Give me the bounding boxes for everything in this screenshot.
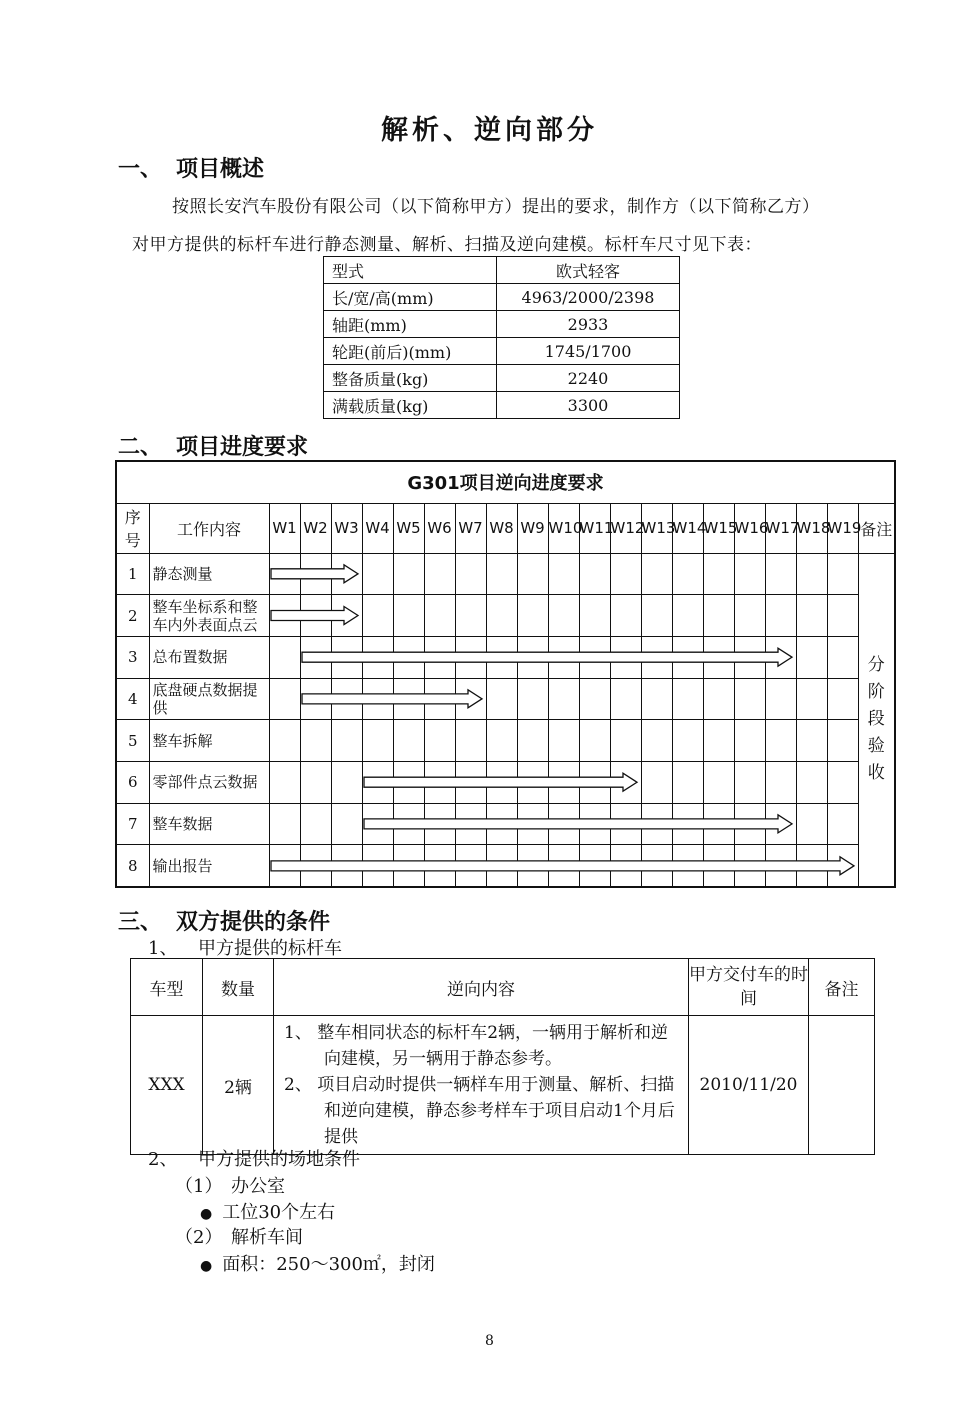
week-cell <box>331 761 362 803</box>
week-cell <box>641 595 672 637</box>
veh-header-content: 逆向内容 <box>274 959 689 1016</box>
veh-header-qty: 数量 <box>203 959 274 1016</box>
sub1-title: 甲方提供的标杆车 <box>198 938 342 959</box>
week-cell <box>269 678 300 720</box>
week-cell <box>734 803 765 845</box>
week-cell <box>393 595 424 637</box>
week-cell <box>703 553 734 595</box>
week-cell <box>362 553 393 595</box>
week-cell <box>486 595 517 637</box>
week-cell <box>424 636 455 678</box>
spec-value: 3300 <box>497 392 680 419</box>
header-week: W2 <box>300 503 331 553</box>
week-cell <box>362 595 393 637</box>
week-cell <box>331 636 362 678</box>
row-seq: 8 <box>116 845 149 887</box>
week-cell <box>796 553 827 595</box>
row-task: 零部件点云数据 <box>149 761 269 803</box>
veh-remark <box>809 1016 875 1155</box>
row-seq: 4 <box>116 678 149 720</box>
week-cell <box>610 636 641 678</box>
row-task: 底盘硬点数据提供 <box>149 678 269 720</box>
sub1-heading <box>148 934 342 960</box>
week-cell <box>765 678 796 720</box>
week-cell <box>362 678 393 720</box>
week-cell <box>672 803 703 845</box>
week-cell <box>672 595 703 637</box>
row-task: 静态测量 <box>149 553 269 595</box>
week-cell <box>300 845 331 887</box>
schedule-table <box>115 460 896 888</box>
item1-title: 办公室 <box>231 1176 285 1197</box>
header-week: W11 <box>579 503 610 553</box>
week-cell <box>393 678 424 720</box>
week-cell <box>579 636 610 678</box>
week-cell <box>455 845 486 887</box>
veh-header-delivery: 甲方交付车的时间 <box>689 959 809 1016</box>
vehicle-table <box>130 958 875 1155</box>
spec-key: 轴距(mm) <box>324 311 497 338</box>
row-seq: 5 <box>116 720 149 762</box>
week-cell <box>517 720 548 762</box>
header-week: W7 <box>455 503 486 553</box>
veh-qty: 2辆 <box>203 1016 274 1155</box>
week-cell <box>486 636 517 678</box>
veh-content <box>274 1016 689 1155</box>
header-week: W5 <box>393 503 424 553</box>
week-cell <box>703 845 734 887</box>
week-cell <box>827 845 858 887</box>
week-cell <box>703 761 734 803</box>
week-cell <box>672 720 703 762</box>
week-cell <box>300 720 331 762</box>
week-cell <box>703 803 734 845</box>
week-cell <box>765 636 796 678</box>
spec-value: 1745/1700 <box>497 338 680 365</box>
week-cell <box>579 553 610 595</box>
row-seq: 2 <box>116 595 149 637</box>
week-cell <box>641 761 672 803</box>
week-cell <box>734 845 765 887</box>
row-seq: 7 <box>116 803 149 845</box>
week-cell <box>827 553 858 595</box>
week-cell <box>269 553 300 595</box>
week-cell <box>579 845 610 887</box>
header-task: 工作内容 <box>149 503 269 553</box>
week-cell <box>672 845 703 887</box>
item2-title: 解析车间 <box>231 1227 303 1248</box>
item1-heading <box>175 1172 285 1198</box>
week-cell <box>331 845 362 887</box>
section1-heading <box>118 152 264 183</box>
week-cell <box>331 720 362 762</box>
row-seq: 3 <box>116 636 149 678</box>
week-cell <box>548 678 579 720</box>
week-cell <box>362 803 393 845</box>
section2-heading <box>118 430 308 461</box>
week-cell <box>548 720 579 762</box>
week-cell <box>827 678 858 720</box>
week-cell <box>796 761 827 803</box>
veh-header-remark: 备注 <box>809 959 875 1016</box>
header-week: W13 <box>641 503 672 553</box>
week-cell <box>827 720 858 762</box>
item1-bullet: ● 工位30个左右 <box>200 1198 335 1224</box>
section1-title: 项目概述 <box>176 156 265 182</box>
row-seq: 6 <box>116 761 149 803</box>
week-cell <box>424 678 455 720</box>
row-seq: 1 <box>116 553 149 595</box>
veh-content-item2: 2、 项目启动时提供一辆样车用于测量、解析、扫描和逆向建模，静态参考样车于项目启动1个月后提供 <box>284 1075 675 1147</box>
remark-cell <box>858 553 895 887</box>
spec-key: 长/宽/高(mm) <box>324 284 497 311</box>
week-cell <box>548 595 579 637</box>
week-cell <box>796 845 827 887</box>
schedule-wrap <box>115 460 894 888</box>
spec-key: 型式 <box>324 257 497 284</box>
row-task: 整车数据 <box>149 803 269 845</box>
header-week: W12 <box>610 503 641 553</box>
week-cell <box>579 595 610 637</box>
week-cell <box>641 720 672 762</box>
week-cell <box>362 761 393 803</box>
row-task: 整车拆解 <box>149 720 269 762</box>
week-cell <box>672 761 703 803</box>
week-cell <box>300 553 331 595</box>
page-number: 8 <box>485 1333 494 1349</box>
schedule-title: G301项目逆向进度要求 <box>116 461 895 503</box>
item2-heading <box>175 1223 303 1249</box>
header-week: W8 <box>486 503 517 553</box>
sub1-num: 1、 <box>148 938 178 959</box>
section3-heading <box>118 905 330 936</box>
header-week: W6 <box>424 503 455 553</box>
week-cell <box>331 595 362 637</box>
week-cell <box>269 761 300 803</box>
week-cell <box>517 636 548 678</box>
week-cell <box>424 595 455 637</box>
week-cell <box>300 595 331 637</box>
week-cell <box>610 720 641 762</box>
week-cell <box>610 678 641 720</box>
remark-text: 分阶段验收 <box>867 655 885 784</box>
week-cell <box>765 595 796 637</box>
week-cell <box>579 803 610 845</box>
week-cell <box>765 803 796 845</box>
item2-bullet: ● 面积：250～300㎡，封闭 <box>200 1250 435 1276</box>
week-cell <box>455 678 486 720</box>
week-cell <box>517 553 548 595</box>
week-cell <box>734 636 765 678</box>
week-cell <box>579 720 610 762</box>
week-cell <box>486 553 517 595</box>
week-cell <box>517 678 548 720</box>
week-cell <box>331 553 362 595</box>
row-task: 整车坐标系和整车内外表面点云 <box>149 595 269 637</box>
week-cell <box>641 845 672 887</box>
section2-num: 二、 <box>118 434 163 460</box>
week-cell <box>455 595 486 637</box>
week-cell <box>300 636 331 678</box>
week-cell <box>827 636 858 678</box>
week-cell <box>765 720 796 762</box>
week-cell <box>734 553 765 595</box>
week-cell <box>455 761 486 803</box>
item1-num: （1） <box>175 1176 223 1197</box>
veh-content-item1: 1、 整车相同状态的标杆车2辆，一辆用于解析和逆向建模，另一辆用于静态参考。 <box>284 1023 669 1069</box>
header-week: W9 <box>517 503 548 553</box>
veh-header-type: 车型 <box>131 959 203 1016</box>
header-week: W3 <box>331 503 362 553</box>
week-cell <box>703 678 734 720</box>
sub2-num: 2、 <box>148 1149 178 1170</box>
week-cell <box>455 553 486 595</box>
section1-num: 一、 <box>118 156 163 182</box>
header-remark: 备注 <box>858 503 895 553</box>
section1-para-line1: 按照长安汽车股份有限公司（以下简称甲方）提出的要求，制作方（以下简称乙方） <box>172 197 820 217</box>
week-cell <box>300 761 331 803</box>
header-week: W18 <box>796 503 827 553</box>
week-cell <box>827 803 858 845</box>
header-week: W15 <box>703 503 734 553</box>
week-cell <box>424 553 455 595</box>
week-cell <box>331 803 362 845</box>
week-cell <box>486 720 517 762</box>
week-cell <box>362 636 393 678</box>
week-cell <box>548 553 579 595</box>
week-cell <box>393 803 424 845</box>
header-week: W19 <box>827 503 858 553</box>
week-cell <box>765 845 796 887</box>
page-title: 解析、逆向部分 <box>381 115 598 146</box>
header-week: W17 <box>765 503 796 553</box>
week-cell <box>765 553 796 595</box>
week-cell <box>393 553 424 595</box>
header-week: W10 <box>548 503 579 553</box>
spec-key: 轮距(前后)(mm) <box>324 338 497 365</box>
week-cell <box>827 595 858 637</box>
week-cell <box>300 678 331 720</box>
week-cell <box>393 720 424 762</box>
week-cell <box>579 761 610 803</box>
week-cell <box>641 678 672 720</box>
spec-value: 2240 <box>497 365 680 392</box>
veh-delivery: 2010/11/20 <box>689 1016 809 1155</box>
week-cell <box>703 720 734 762</box>
section1-para-line2: 对甲方提供的标杆车进行静态测量、解析、扫描及逆向建模。标杆车尺寸见下表： <box>132 235 762 255</box>
week-cell <box>641 553 672 595</box>
week-cell <box>517 761 548 803</box>
week-cell <box>672 636 703 678</box>
week-cell <box>269 595 300 637</box>
week-cell <box>641 803 672 845</box>
week-cell <box>300 803 331 845</box>
week-cell <box>486 845 517 887</box>
week-cell <box>796 803 827 845</box>
week-cell <box>548 761 579 803</box>
spec-table <box>323 256 680 419</box>
spec-key: 满载质量(kg) <box>324 392 497 419</box>
section3-num: 三、 <box>118 909 163 935</box>
header-seq: 序号 <box>116 503 149 553</box>
week-cell <box>796 678 827 720</box>
week-cell <box>672 678 703 720</box>
week-cell <box>703 595 734 637</box>
week-cell <box>610 803 641 845</box>
week-cell <box>393 761 424 803</box>
week-cell <box>827 761 858 803</box>
header-week: W16 <box>734 503 765 553</box>
week-cell <box>269 845 300 887</box>
week-cell <box>331 678 362 720</box>
week-cell <box>796 720 827 762</box>
week-cell <box>765 761 796 803</box>
sub2-heading <box>148 1145 360 1171</box>
spec-value: 2933 <box>497 311 680 338</box>
week-cell <box>517 803 548 845</box>
week-cell <box>672 553 703 595</box>
week-cell <box>486 761 517 803</box>
week-cell <box>796 636 827 678</box>
week-cell <box>424 761 455 803</box>
week-cell <box>734 720 765 762</box>
week-cell <box>579 678 610 720</box>
section3-title: 双方提供的条件 <box>176 909 331 935</box>
row-task: 总布置数据 <box>149 636 269 678</box>
item2-num: （2） <box>175 1227 223 1248</box>
header-week: W14 <box>672 503 703 553</box>
week-cell <box>269 803 300 845</box>
spec-value: 欧式轻客 <box>497 257 680 284</box>
week-cell <box>610 553 641 595</box>
week-cell <box>796 595 827 637</box>
week-cell <box>517 595 548 637</box>
week-cell <box>548 636 579 678</box>
row-task: 输出报告 <box>149 845 269 887</box>
week-cell <box>362 845 393 887</box>
week-cell <box>610 845 641 887</box>
week-cell <box>548 803 579 845</box>
week-cell <box>455 720 486 762</box>
week-cell <box>393 845 424 887</box>
week-cell <box>734 761 765 803</box>
veh-type: XXX <box>131 1016 203 1155</box>
week-cell <box>362 720 393 762</box>
week-cell <box>734 678 765 720</box>
spec-key: 整备质量(kg) <box>324 365 497 392</box>
week-cell <box>610 761 641 803</box>
spec-value: 4963/2000/2398 <box>497 284 680 311</box>
week-cell <box>269 720 300 762</box>
week-cell <box>393 636 424 678</box>
week-cell <box>610 595 641 637</box>
week-cell <box>269 636 300 678</box>
header-week: W4 <box>362 503 393 553</box>
week-cell <box>548 845 579 887</box>
week-cell <box>641 636 672 678</box>
section2-title: 项目进度要求 <box>176 434 309 460</box>
week-cell <box>424 845 455 887</box>
week-cell <box>517 845 548 887</box>
week-cell <box>455 803 486 845</box>
header-week: W1 <box>269 503 300 553</box>
week-cell <box>424 720 455 762</box>
week-cell <box>424 803 455 845</box>
week-cell <box>734 595 765 637</box>
week-cell <box>703 636 734 678</box>
week-cell <box>455 636 486 678</box>
week-cell <box>486 803 517 845</box>
sub2-title: 甲方提供的场地条件 <box>198 1149 360 1170</box>
week-cell <box>486 678 517 720</box>
